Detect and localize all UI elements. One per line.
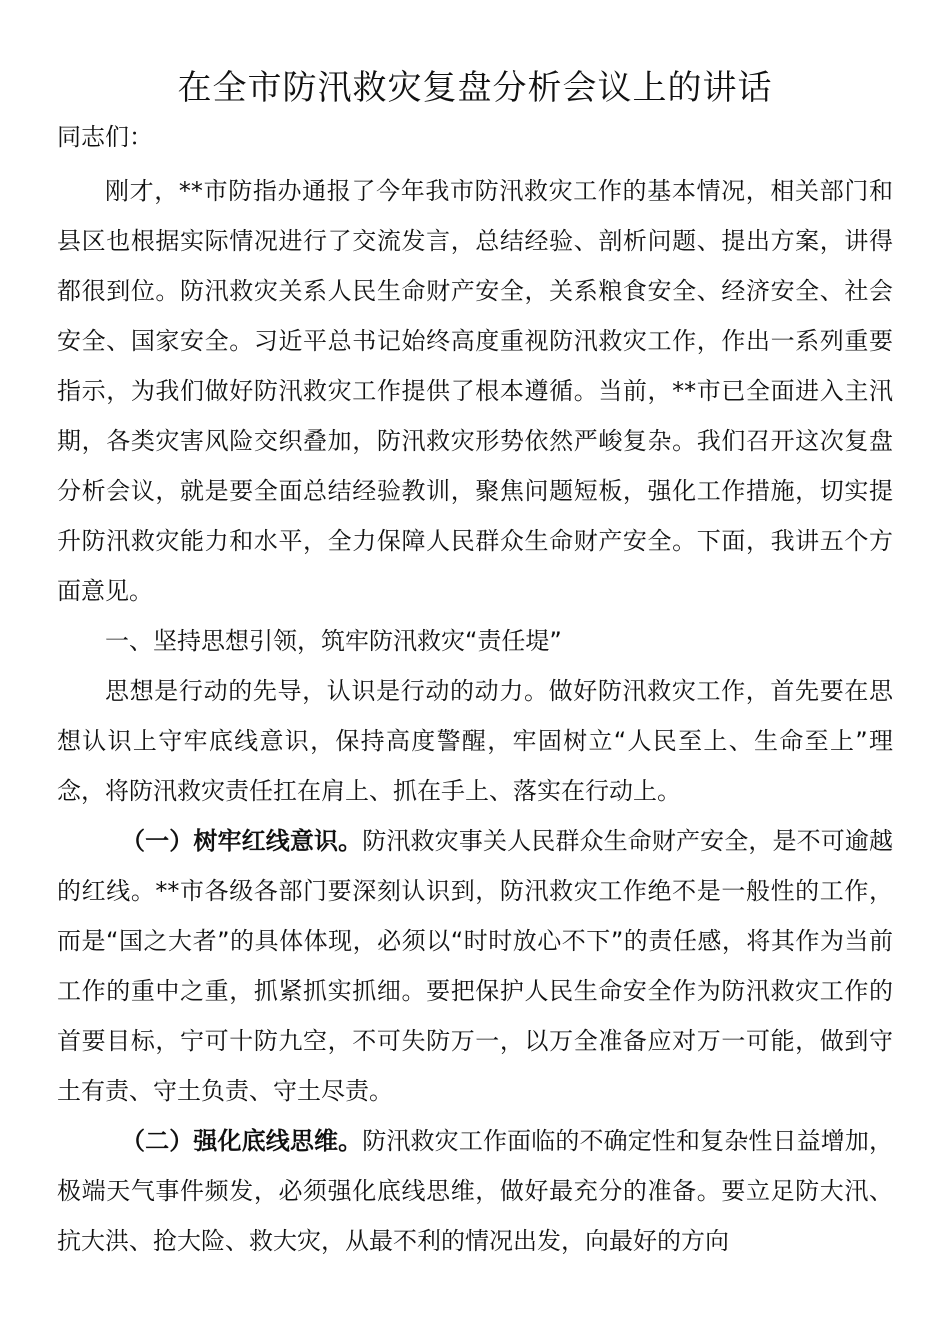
subsection-lead: （一）树牢红线意识。	[121, 827, 363, 855]
salutation: 同志们：	[57, 123, 153, 151]
paragraph-text: 防汛救灾事关人民群众生命财产安全，是不可逾越的红线。**市各级各部门要深刻认识到，防汛救灾工作绝不是一般性的工作，而是“国之大者”的具体体现，必须以“时时放心不下”的责任感，将其作为当前工作的重中之重，抓紧抓实抓细。要把保护人民生命安全作为防汛救灾工作的首要目标，宁可十防九空，不可失防万一，以万全准备应对万一可能，做到守土有责、守土负责、守土尽责。	[57, 827, 894, 1105]
paragraph-intro	[57, 166, 893, 616]
paragraph-subsection-1	[57, 816, 893, 1116]
document-body	[57, 166, 893, 1266]
paragraph-text: 防汛救灾工作面临的不确定性和复杂性日益增加，极端天气事件频发，必须强化底线思维，做好最充分的准备。要立足防大汛、抗大洪、抢大险、救大灾，从最不利的情况出发，向最好的方向	[57, 1127, 894, 1255]
subsection-lead: （二）强化底线思维。	[121, 1127, 363, 1155]
heading-text: 一、坚持思想引领，筑牢防汛救灾“责任堤”	[105, 627, 562, 655]
paragraph-subsection-2	[57, 1116, 893, 1266]
document-title: 在全市防汛救灾复盘分析会议上的讲话	[177, 68, 773, 108]
paragraph-section-1	[57, 666, 893, 816]
paragraph-text: 思想是行动的先导，认识是行动的动力。做好防汛救灾工作，首先要在思想认识上守牢底线意识，保持高度警醒，牢固树立“人民至上、生命至上”理念，将防汛救灾责任扛在肩上、抓在手上、落实在行动上。	[57, 677, 893, 805]
section-heading-1	[57, 616, 893, 666]
paragraph-text: 刚才，**市防指办通报了今年我市防汛救灾工作的基本情况，相关部门和县区也根据实际情况进行了交流发言，总结经验、剖析问题、提出方案，讲得都很到位。防汛救灾关系人民生命财产安全，关系粮食安全、经济安全、社会安全、国家安全。习近平总书记始终高度重视防汛救灾工作，作出一系列重要指示，为我们做好防汛救灾工作提供了根本遵循。当前，**市已全面进入主汛期，各类灾害风险交织叠加，防汛救灾形势依然严峻复杂。我们召开这次复盘分析会议，就是要全面总结经验教训，聚焦问题短板，强化工作措施，切实提升防汛救灾能力和水平，全力保障人民群众生命财产安全。下面，我讲五个方面意见。	[57, 177, 893, 605]
